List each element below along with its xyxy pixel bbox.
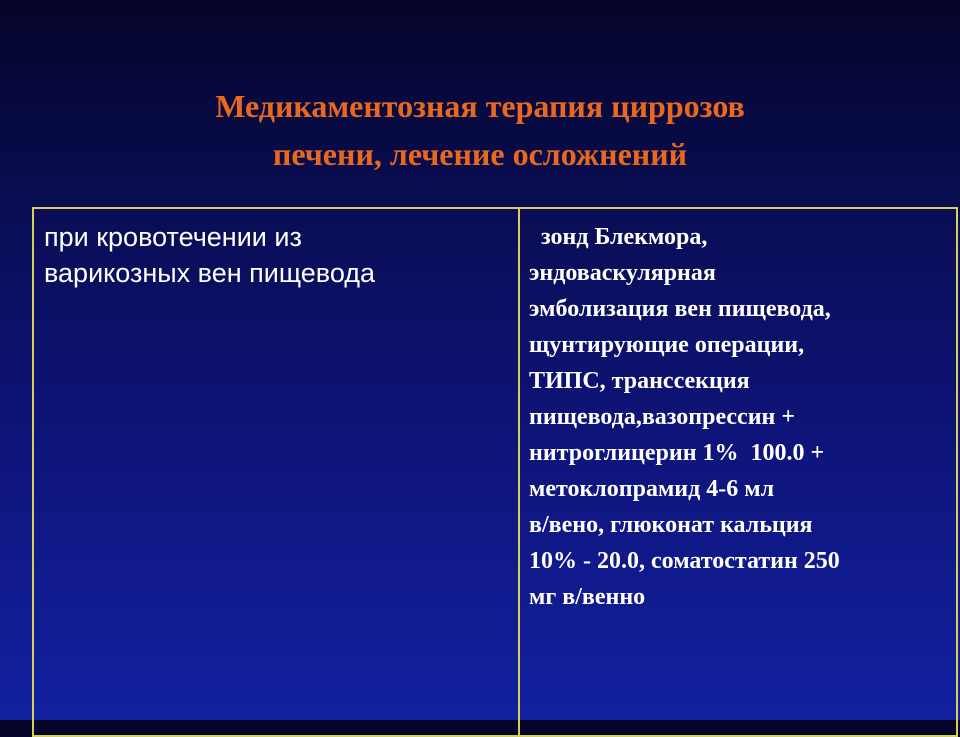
condition-cell [44, 219, 504, 291]
treatment-cell [529, 219, 949, 615]
slide-title-line-1: Медикаментозная терапия циррозов [215, 88, 745, 124]
slide-title-line-2: печени, лечение осложнений [272, 136, 688, 172]
treatment-line: зонд Блекмора, [529, 224, 708, 250]
treatment-line: щунтирующие операции, [529, 332, 805, 358]
treatment-line: 10% - 20.0, соматостатин 250 [529, 548, 840, 574]
treatment-line: пищевода,вазопрессин + [529, 404, 796, 430]
slide-title [0, 82, 960, 178]
condition-line: при кровотечении из [44, 222, 302, 252]
column-divider [518, 209, 520, 735]
treatment-line: ТИПС, транссекция [529, 368, 750, 394]
treatment-line: нитроглицерин 1% 100.0 + [529, 440, 825, 466]
treatment-line: мг в/венно [529, 584, 646, 610]
treatment-line: эмболизация вен пищевода, [529, 296, 831, 322]
condition-line: варикозных вен пищевода [44, 258, 376, 288]
treatment-table [32, 207, 958, 737]
treatment-line: в/вено, глюконат кальция [529, 512, 813, 538]
treatment-line: метоклопрамид 4-6 мл [529, 476, 775, 502]
treatment-line: эндоваскулярная [529, 260, 716, 286]
